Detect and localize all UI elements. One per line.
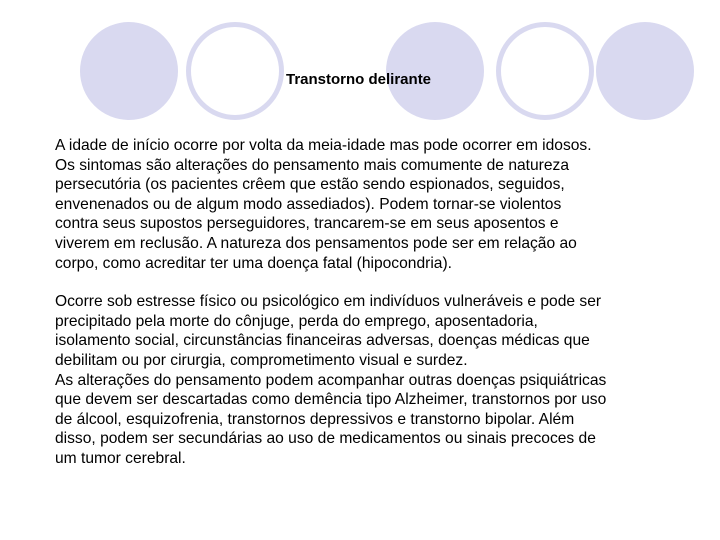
decorative-circle-4	[496, 22, 594, 120]
decorative-circle-2	[186, 22, 284, 120]
decorative-circle-1	[80, 22, 178, 120]
paragraph-1: A idade de início ocorre por volta da meia-idade mas pode ocorrer em idosos. Os sintomas são alterações do pensamento mais comumente de natureza persecutória (os pacientes crêem que estão sendo espionados, seguidos, envenenados ou de algum modo assediados). Podem tornar-se violentos contra seus supostos perseguidores, trancarem-se em seus aposentos e viverem em reclusão. A natureza dos pensamentos pode ser em relação ao corpo, como acreditar ter uma doença fatal (hipocondria).	[55, 137, 592, 272]
decorative-circle-5	[596, 22, 694, 120]
slide-body	[55, 136, 705, 469]
paragraph-2: Ocorre sob estresse físico ou psicológico em indivíduos vulneráveis e pode ser precipitado pela morte do cônjuge, perda do emprego, aposentadoria, isolamento social, circunstâncias financeiras adversas, doenças médicas que debilitam ou por cirurgia, comprometimento visual e surdez. As alterações do pensamento podem acompanhar outras doenças psiquiátricas que devem ser descartadas como demência tipo Alzheimer, transtornos por uso de álcool, esquizofrenia, transtornos depressivos e transtorno bipolar. Além disso, podem ser secundárias ao uso de medicamentos ou sinais precoces de um tumor cerebral.	[55, 293, 607, 467]
slide-title: Transtorno delirante	[286, 71, 432, 88]
